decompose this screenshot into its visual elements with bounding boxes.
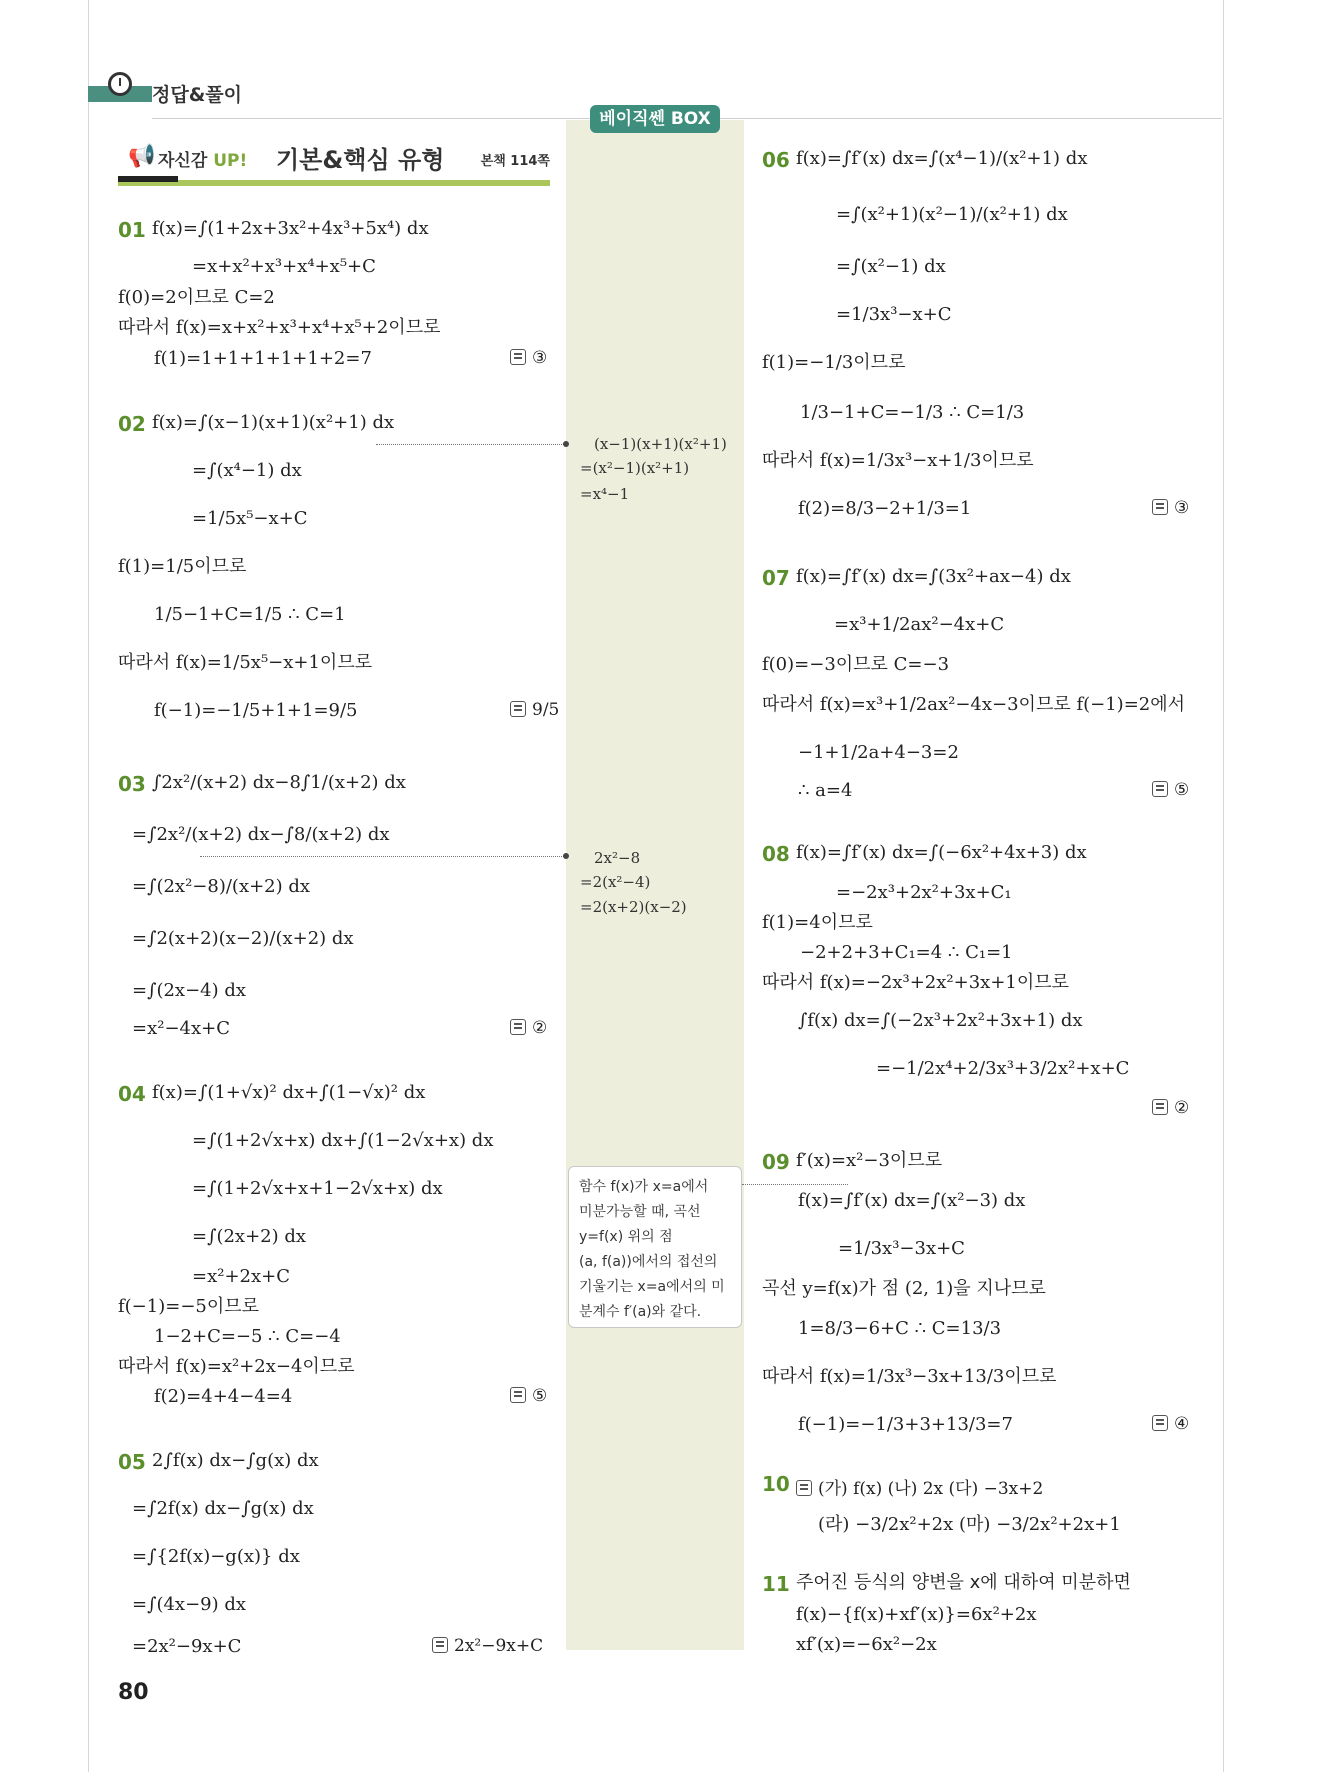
leader-dot: [563, 441, 569, 447]
math-line: =∫(2x+2) dx: [192, 1226, 307, 1247]
math-line: f(1)=−1/3이므로: [762, 352, 906, 373]
math-line: f(−1)=−1/5+1+1=9/5: [154, 700, 358, 721]
math-line: f(0)=2이므로 C=2: [118, 287, 275, 308]
answer: ⑤: [510, 1386, 547, 1406]
math-line: =∫(x²+1)(x²−1)/(x²+1) dx: [836, 204, 1068, 225]
note-text: 함수 f(x)가 x=a에서: [579, 1179, 709, 1195]
problem-number: 02: [118, 412, 146, 436]
math-line: f(−1)=−5이므로: [118, 1296, 260, 1317]
math-line: =∫{2f(x)−g(x)} dx: [132, 1546, 300, 1567]
note-line: (x−1)(x+1)(x²+1): [594, 435, 727, 453]
math-line: =∫2(x+2)(x−2)/(x+2) dx: [132, 928, 354, 949]
math-line: =∫(2x−4) dx: [132, 980, 247, 1001]
math-line: 따라서 f(x)=x³+1/2ax²−4x−3이므로 f(−1)=2에서: [762, 694, 1185, 715]
note-text: (a, f(a))에서의 접선의: [579, 1254, 718, 1270]
answer: ②: [510, 1018, 547, 1038]
answer-icon: [1152, 499, 1168, 515]
math-line: =x²−4x+C: [132, 1018, 230, 1039]
problem-number: 07: [762, 566, 790, 590]
note-text: 기울기는 x=a에서의 미: [579, 1279, 725, 1295]
math-line: =∫(2x²−8)/(x+2) dx: [132, 876, 311, 897]
problem-number: 10: [762, 1472, 790, 1496]
math-line: xf′(x)=−6x²−2x: [796, 1634, 937, 1655]
math-line: 따라서 f(x)=−2x³+2x²+3x+1이므로: [762, 972, 1070, 993]
math-line: f(1)=1/5이므로: [118, 556, 247, 577]
leader-line: [200, 856, 566, 857]
math-line: f(x)=∫f′(x) dx=∫(x²−3) dx: [798, 1190, 1026, 1211]
answer-icon: [1152, 781, 1168, 797]
math-line: =1/3x³−x+C: [836, 304, 952, 325]
note-text: 분계수 f′(a)와 같다.: [579, 1304, 702, 1320]
leader-dot: [563, 853, 569, 859]
math-line: ∫2x²/(x+2) dx−8∫1/(x+2) dx: [152, 772, 406, 793]
header-title: 정답&풀이: [152, 84, 242, 106]
math-line: f(1)=1+1+1+1+1+2=7: [154, 348, 372, 369]
math-line: 1/5−1+C=1/5 ∴ C=1: [154, 604, 346, 625]
section-main: 기본&핵심 유형: [276, 146, 445, 174]
math-line: f(x)=∫f′(x) dx=∫(3x²+ax−4) dx: [796, 566, 1071, 587]
section-title: [118, 140, 550, 186]
note-line: =x⁴−1: [580, 485, 630, 503]
problem-number: 01: [118, 218, 146, 242]
math-line: 따라서 f(x)=1/5x⁵−x+1이므로: [118, 652, 373, 673]
answer-icon: [510, 701, 526, 717]
math-line: 따라서 f(x)=x+x²+x³+x⁴+x⁵+2이므로: [118, 317, 441, 338]
answer-icon: [432, 1637, 448, 1653]
answer-icon: [510, 1019, 526, 1035]
math-line: 따라서 f(x)=1/3x³−3x+13/3이므로: [762, 1366, 1057, 1387]
math-line: 따라서 f(x)=x²+2x−4이므로: [118, 1356, 355, 1377]
math-line: =1/3x³−3x+C: [838, 1238, 965, 1259]
math-line: ∴ a=4: [798, 780, 853, 801]
answer: 9/5: [510, 700, 559, 720]
math-line: 따라서 f(x)=1/3x³−x+1/3이므로: [762, 450, 1034, 471]
math-line: f(x)=∫(1+√x)² dx+∫(1−√x)² dx: [152, 1082, 426, 1103]
math-line: =∫(1+2√x+x) dx+∫(1−2√x+x) dx: [192, 1130, 494, 1151]
answer: ③: [1152, 498, 1189, 518]
problem-number: 09: [762, 1150, 790, 1174]
answer: ②: [1152, 1098, 1189, 1118]
math-line: =∫(1+2√x+x+1−2√x+x) dx: [192, 1178, 443, 1199]
math-line: f(x)=∫f′(x) dx=∫(−6x²+4x+3) dx: [796, 842, 1087, 863]
math-line: =∫2f(x) dx−∫g(x) dx: [132, 1498, 314, 1519]
answer-icon: [1152, 1415, 1168, 1431]
answer-icon: [510, 1387, 526, 1403]
math-line: f(2)=4+4−4=4: [154, 1386, 293, 1407]
math-line: =x²+2x+C: [192, 1266, 290, 1287]
note-line: =2(x²−4): [580, 873, 651, 891]
math-line: =2x²−9x+C: [132, 1636, 242, 1657]
math-line: −2+2+3+C₁=4 ∴ C₁=1: [800, 942, 1013, 963]
problem-number: 05: [118, 1450, 146, 1474]
title-accent: [118, 176, 178, 182]
math-line: −1+1/2a+4−3=2: [798, 742, 959, 763]
math-line: f(1)=4이므로: [762, 912, 873, 933]
math-line: =1/5x⁵−x+C: [192, 508, 308, 529]
answer: ③: [510, 348, 547, 368]
answer-icon: [796, 1480, 812, 1496]
math-line: 1=8/3−6+C ∴ C=13/3: [798, 1318, 1002, 1339]
page-number: 80: [118, 1680, 149, 1705]
answer: 2x²−9x+C: [432, 1636, 543, 1656]
math-line: =−1/2x⁴+2/3x³+3/2x²+x+C: [876, 1058, 1130, 1079]
math-line: 2∫f(x) dx−∫g(x) dx: [152, 1450, 319, 1471]
problem-number: 06: [762, 148, 790, 172]
answer: ④: [1152, 1414, 1189, 1434]
section-pre: 자신감: [158, 151, 208, 171]
leader-line: [376, 444, 566, 445]
clock-icon: [108, 72, 132, 96]
math-line: f(2)=8/3−2+1/3=1: [798, 498, 972, 519]
math-line: f(0)=−3이므로 C=−3: [762, 654, 950, 675]
problem-number: 03: [118, 772, 146, 796]
megaphone-icon: 📢: [128, 144, 156, 169]
math-line: 1/3−1+C=−1/3 ∴ C=1/3: [800, 402, 1025, 423]
problem-number: 04: [118, 1082, 146, 1106]
derivative-note-box: [568, 1166, 742, 1328]
math-line: f(x)=∫(1+2x+3x²+4x³+5x⁴) dx: [152, 218, 429, 239]
note-line: =(x²−1)(x²+1): [580, 459, 690, 477]
math-line: f(−1)=−1/3+3+13/3=7: [798, 1414, 1013, 1435]
math-line: 1−2+C=−5 ∴ C=−4: [154, 1326, 341, 1347]
math-line: =x³+1/2ax²−4x+C: [834, 614, 1005, 635]
math-line: =∫(x⁴−1) dx: [192, 460, 302, 481]
note-text: y=f(x) 위의 점: [579, 1229, 673, 1245]
math-line: =x+x²+x³+x⁴+x⁵+C: [192, 256, 376, 277]
problem-number: 08: [762, 842, 790, 866]
answer: ⑤: [1152, 780, 1189, 800]
math-line: f(x)=∫(x−1)(x+1)(x²+1) dx: [152, 412, 395, 433]
note-line: =2(x+2)(x−2): [580, 898, 687, 916]
math-line: =∫(4x−9) dx: [132, 1594, 247, 1615]
math-line: 곡선 y=f(x)가 점 (2, 1)을 지나므로: [762, 1278, 1046, 1299]
answer-icon: [1152, 1099, 1168, 1115]
math-line: =−2x³+2x²+3x+C₁: [836, 882, 1012, 903]
math-line: =∫2x²/(x+2) dx−∫8/(x+2) dx: [132, 824, 390, 845]
answer: (가) f(x) (나) 2x (다) −3x+2: [796, 1474, 1043, 1499]
box-tab: 베이직쎈 BOX: [590, 105, 720, 133]
problem-number: 11: [762, 1572, 790, 1596]
leader-line: [742, 1184, 848, 1185]
math-line: ∫f(x) dx=∫(−2x³+2x²+3x+1) dx: [798, 1010, 1083, 1031]
note-text: 미분가능할 때, 곡선: [579, 1204, 701, 1220]
math-line: (라) −3/2x²+2x (마) −3/2x²+2x+1: [818, 1514, 1121, 1535]
book-reference: 본책 114쪽: [480, 154, 550, 169]
math-line: =∫(x²−1) dx: [836, 256, 946, 277]
note-line: 2x²−8: [594, 849, 641, 867]
math-line: f′(x)=x²−3이므로: [796, 1150, 943, 1171]
answer-icon: [510, 349, 526, 365]
math-line: f(x)=∫f′(x) dx=∫(x⁴−1)/(x²+1) dx: [796, 148, 1088, 169]
math-line: 주어진 등식의 양변을 x에 대하여 미분하면: [796, 1572, 1131, 1593]
math-line: f(x)−{f(x)+xf′(x)}=6x²+2x: [796, 1604, 1037, 1625]
section-up: UP!: [213, 151, 248, 171]
